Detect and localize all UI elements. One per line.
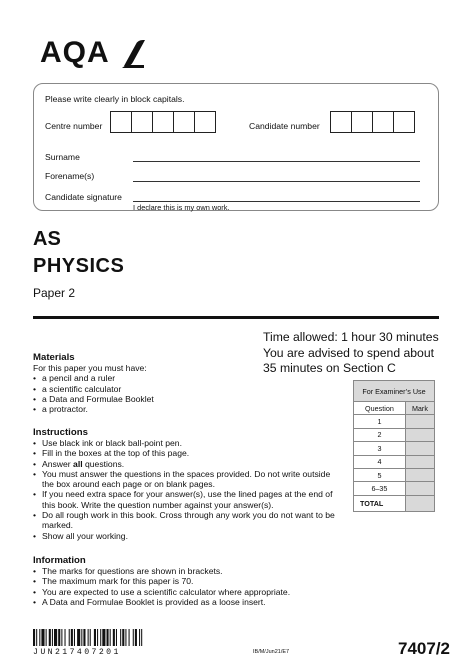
- centre-number-boxes[interactable]: [110, 111, 216, 133]
- mark-cell: [405, 415, 434, 428]
- block-capitals-instruction: Please write clearly in block capitals.: [45, 94, 185, 104]
- information-heading: Information: [33, 555, 86, 566]
- examiner-use-table: [353, 380, 435, 512]
- mark-cell: [405, 482, 434, 495]
- centre-number-label: Centre number: [45, 121, 103, 131]
- barcode-bar: [83, 629, 85, 646]
- answer-rest-text: questions.: [82, 458, 125, 469]
- mark-cell: [405, 428, 434, 441]
- barcode-bar: [52, 629, 53, 646]
- centre-digit-box[interactable]: [194, 111, 216, 133]
- time-advice-line-2: 35 minutes on Section C: [263, 361, 396, 375]
- barcode-bar: [107, 629, 109, 646]
- centre-digit-box[interactable]: [131, 111, 153, 133]
- table-row: [354, 495, 435, 511]
- list-item: • a protractor.: [33, 404, 333, 414]
- list-item: [33, 459, 343, 469]
- table-row: [354, 468, 435, 481]
- aqa-logo-mark-icon: [120, 38, 146, 68]
- barcode-bar: [33, 629, 35, 646]
- table-row: [354, 482, 435, 495]
- materials-list: [33, 373, 333, 414]
- barcode-number: JUN217407201: [33, 648, 121, 657]
- centre-digit-box[interactable]: [152, 111, 174, 133]
- list-item: • a scientific calculator: [33, 384, 333, 394]
- answer-text: Answer: [42, 458, 74, 469]
- surname-field[interactable]: [133, 161, 420, 162]
- document-reference: IB/M/Jun21/E7: [253, 649, 290, 655]
- list-item: • You must answer the questions in the spaces provided. Do not write outside the box around each page or on blank pages.: [33, 469, 343, 490]
- barcode-bar: [110, 629, 111, 646]
- question-cell: 4: [354, 455, 406, 468]
- barcode-bar: [49, 629, 51, 646]
- list-item: • Show all your working.: [33, 531, 343, 541]
- information-section: [33, 555, 363, 607]
- barcode-bar: [54, 629, 57, 646]
- barcode-bar: [58, 629, 60, 646]
- examiner-table-header: For Examiner’s Use: [354, 381, 435, 402]
- barcode-bar: [120, 629, 121, 646]
- information-list: [33, 566, 363, 607]
- candidate-digit-box[interactable]: [393, 111, 415, 133]
- barcode-bar: [81, 629, 82, 646]
- subject-title: PHYSICS: [33, 255, 125, 277]
- signature-label: Candidate signature: [45, 192, 122, 202]
- list-item: • a Data and Formulae Booklet: [33, 394, 333, 404]
- list-item: • The maximum mark for this paper is 70.: [33, 576, 363, 586]
- question-cell: 2: [354, 428, 406, 441]
- aqa-logo: AQA: [40, 36, 110, 69]
- mark-column-header: Mark: [405, 402, 434, 415]
- centre-digit-box[interactable]: [110, 111, 132, 133]
- instructions-list: [33, 438, 343, 541]
- barcode-bar: [74, 629, 75, 646]
- question-cell: 6–35: [354, 482, 406, 495]
- question-cell: 1: [354, 415, 406, 428]
- surname-label: Surname: [45, 152, 80, 162]
- barcode-bar: [69, 629, 70, 646]
- candidate-digit-box[interactable]: [330, 111, 352, 133]
- list-item: • The marks for questions are shown in brackets.: [33, 566, 363, 576]
- mark-cell: [405, 442, 434, 455]
- barcode-bar: [46, 629, 47, 646]
- list-item: • Do all rough work in this book. Cross through any work you do not want to be marked.: [33, 510, 343, 531]
- barcode-bar: [65, 629, 66, 646]
- question-cell: 5: [354, 468, 406, 481]
- barcode-bar: [139, 629, 140, 646]
- candidate-number-label: Candidate number: [249, 121, 320, 131]
- table-row: [354, 442, 435, 455]
- barcode-bar: [39, 629, 40, 646]
- list-item: • a pencil and a ruler: [33, 373, 333, 383]
- materials-intro: For this paper you must have:: [33, 363, 147, 373]
- declaration-text: I declare this is my own work.: [133, 203, 230, 212]
- barcode-bar: [41, 629, 44, 646]
- table-row: [354, 415, 435, 428]
- barcode-bar: [113, 629, 115, 646]
- list-item: • You are expected to use a scientific calculator where appropriate.: [33, 587, 363, 597]
- barcode-bar: [90, 629, 91, 646]
- materials-heading: Materials: [33, 352, 75, 363]
- barcode-bar: [94, 629, 96, 646]
- barcode-bar: [122, 629, 124, 646]
- forenames-field[interactable]: [133, 181, 420, 182]
- barcode-bar: [88, 629, 89, 646]
- list-item: • Fill in the boxes at the top of this page.: [33, 448, 343, 458]
- answer-all-emphasis: all: [73, 458, 83, 469]
- barcode-bar: [125, 629, 126, 646]
- title-divider: [33, 316, 439, 319]
- signature-field[interactable]: [133, 201, 420, 202]
- paper-number: Paper 2: [33, 286, 76, 300]
- list-item: • If you need extra space for your answer(s), use the lined pages at the end of this book. Write the question number against your answer(s).: [33, 489, 343, 510]
- barcode-bar: [97, 629, 98, 646]
- candidate-digit-box[interactable]: [351, 111, 373, 133]
- qualification-level: AS: [33, 228, 61, 250]
- barcode-bar: [77, 629, 80, 646]
- question-cell: 3: [354, 442, 406, 455]
- barcode-bar: [71, 629, 73, 646]
- candidate-digit-box[interactable]: [372, 111, 394, 133]
- question-column-header: Question: [354, 402, 406, 415]
- barcode-bar: [116, 629, 117, 646]
- time-advice-line-1: You are advised to spend about: [263, 345, 434, 360]
- time-allowed: Time allowed: 1 hour 30 minutes: [263, 330, 439, 344]
- list-item: • Use black ink or black ball-point pen.: [33, 438, 343, 448]
- total-mark-cell: [405, 495, 434, 511]
- barcode-bar: [135, 629, 137, 646]
- mark-cell: [405, 468, 434, 481]
- barcode-bar: [133, 629, 134, 646]
- table-row: [354, 428, 435, 441]
- instructions-section: [33, 427, 343, 541]
- forenames-label: Forename(s): [45, 171, 95, 181]
- barcode-bar: [61, 629, 62, 646]
- barcode-bar: [129, 629, 130, 646]
- list-item: • A Data and Formulae Booklet is provided as a loose insert.: [33, 597, 363, 607]
- barcode-icon: [33, 629, 188, 646]
- barcode-bar: [141, 629, 142, 646]
- centre-digit-box[interactable]: [173, 111, 195, 133]
- instructions-heading: Instructions: [33, 427, 88, 438]
- candidate-number-boxes[interactable]: [330, 111, 415, 133]
- paper-code: 7407/2: [398, 639, 450, 658]
- table-row: [354, 455, 435, 468]
- total-cell: TOTAL: [354, 495, 406, 511]
- barcode-bar: [100, 629, 101, 646]
- mark-cell: [405, 455, 434, 468]
- barcode-bar: [102, 629, 105, 646]
- barcode-bar: [36, 629, 37, 646]
- materials-section: [33, 352, 333, 414]
